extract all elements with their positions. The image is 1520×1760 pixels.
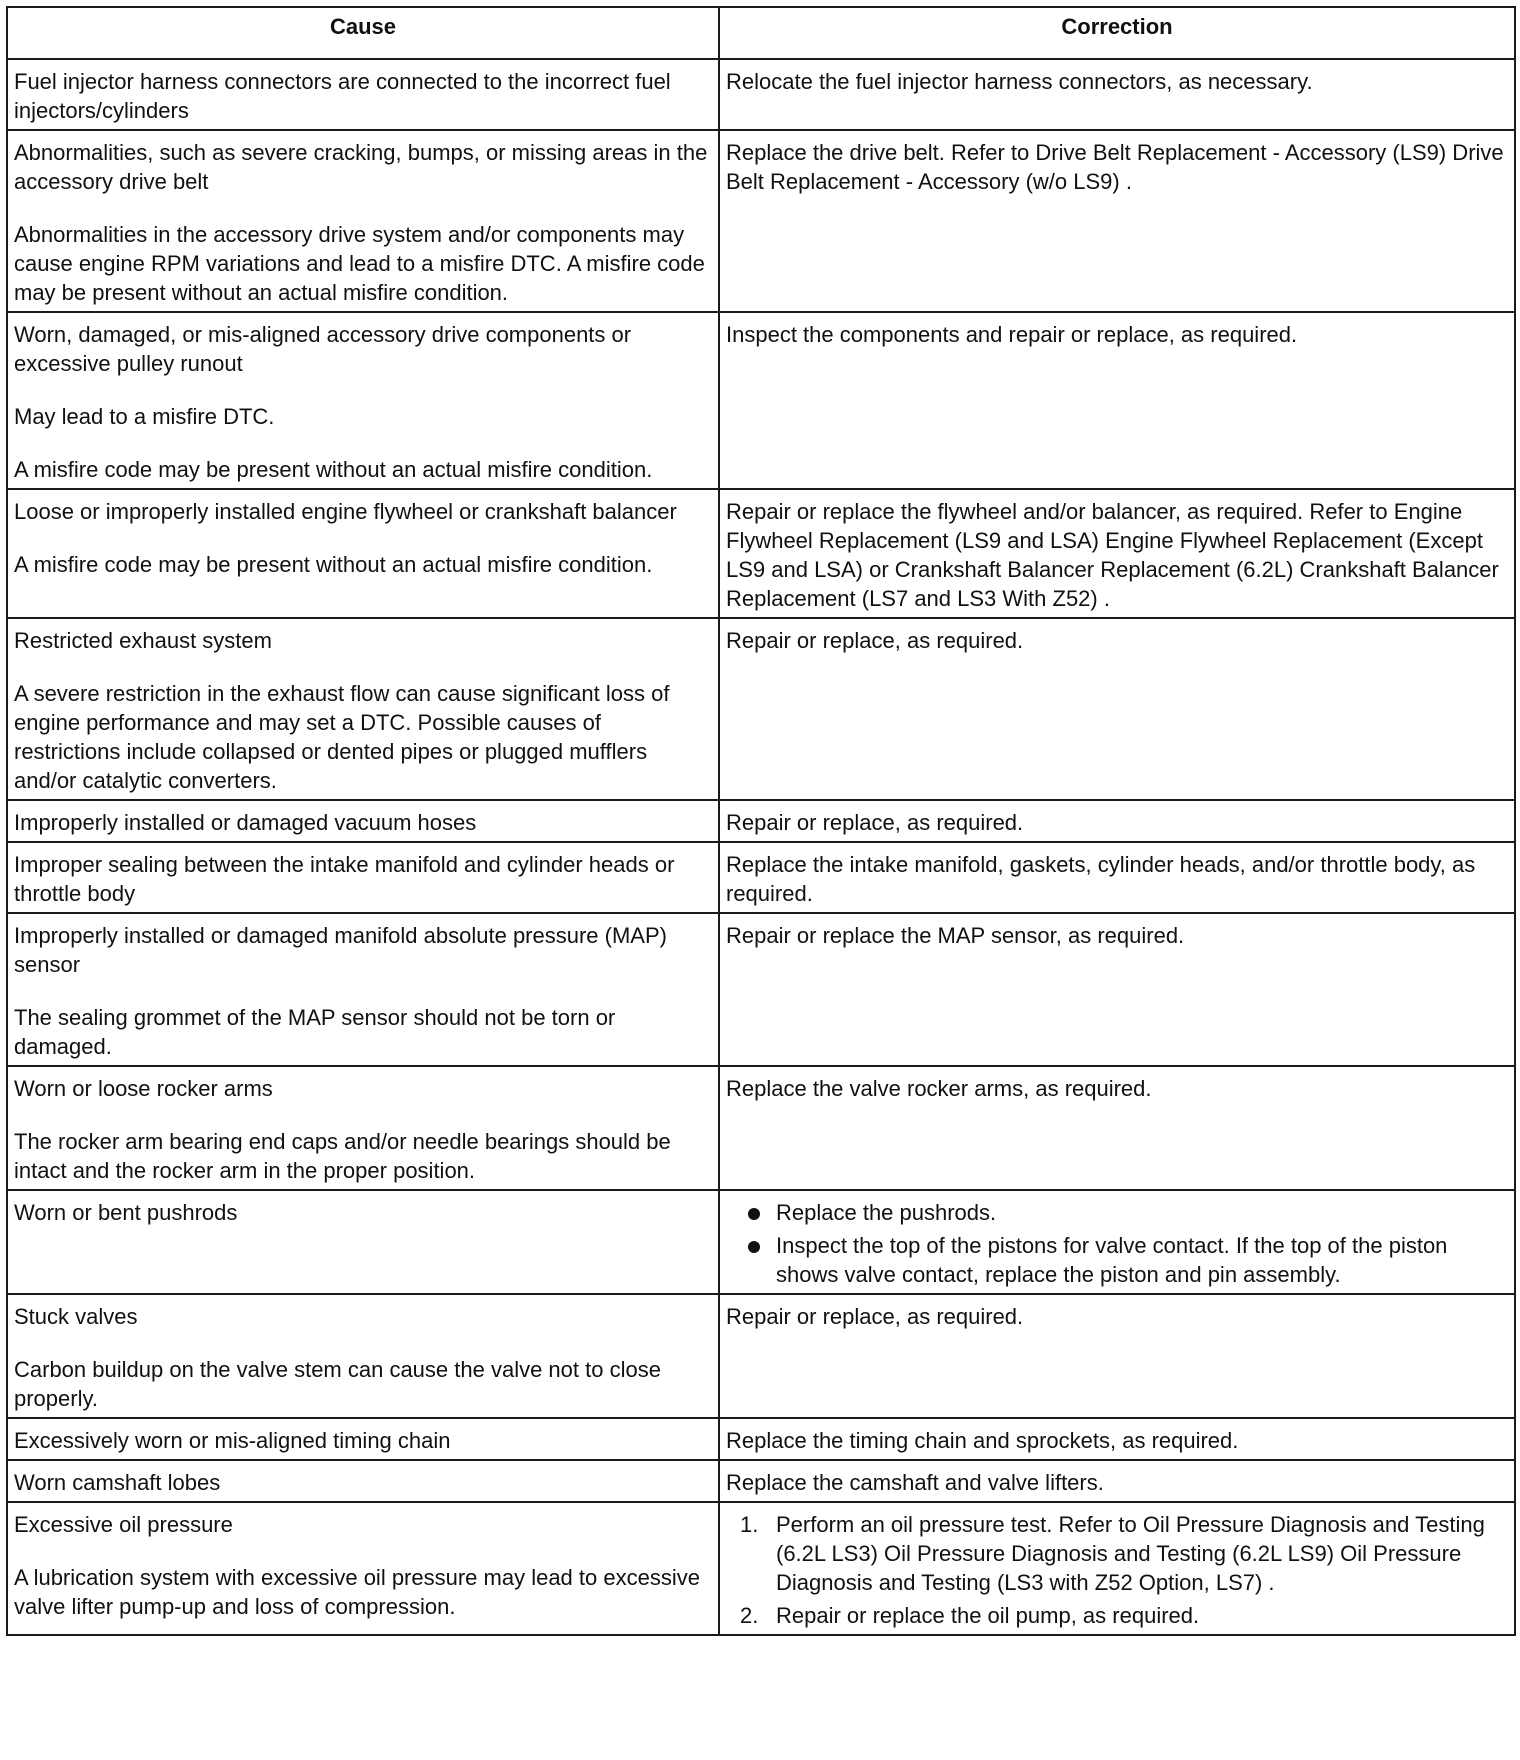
cause-text: Stuck valves [14,1304,138,1329]
cause-cell [7,489,719,618]
table-row [7,1460,1515,1502]
correction-text: Relocate the fuel injector harness connectors, as necessary. [726,69,1313,94]
correction-text: Repair or replace, as required. [726,628,1024,653]
cause-text: Worn or loose rocker arms [14,1076,273,1101]
table-row [7,130,1515,312]
correction-bullet-list [726,1198,1508,1289]
cause-cell [7,913,719,1066]
cause-note: Carbon buildup on the valve stem can cause the valve not to close properly. [14,1357,661,1411]
table-row [7,489,1515,618]
table-row [7,800,1515,842]
correction-text: Repair or replace, as required. [726,810,1024,835]
correction-text: Repair or replace, as required. [726,1304,1024,1329]
cause-cell [7,1066,719,1190]
correction-text: Replace the intake manifold, gaskets, cylinder heads, and/or throttle body, as required. [726,852,1476,906]
correction-cell [719,800,1515,842]
cause-cell [7,59,719,130]
correction-cell [719,913,1515,1066]
correction-cell [719,1502,1515,1635]
cause-cell [7,130,719,312]
bullet-text: Inspect the top of the pistons for valve contact. If the top of the piston shows valve contact, replace the piston and pin assembly. [776,1233,1448,1287]
table-row [7,59,1515,130]
header-correction: Correction [719,7,1515,59]
cause-text: Abnormalities, such as severe cracking, bumps, or missing areas in the accessory drive belt [14,140,708,194]
document-page [6,6,1514,1636]
cause-cell [7,1502,719,1635]
bullet-dot-icon [748,1208,760,1220]
cause-note: A misfire code may be present without an actual misfire condition. [14,552,653,577]
cause-text: Improperly installed or damaged vacuum hoses [14,810,477,835]
correction-cell [719,59,1515,130]
step-number: 2. [740,1603,759,1628]
cause-text: Worn camshaft lobes [14,1470,221,1495]
correction-text: Inspect the components and repair or replace, as required. [726,322,1298,347]
cause-text: Worn, damaged, or mis-aligned accessory drive components or excessive pulley runout [14,322,632,376]
cause-note: May lead to a misfire DTC. [14,404,275,429]
correction-cell [719,1418,1515,1460]
step-text: Perform an oil pressure test. Refer to Oil Pressure Diagnosis and Testing (6.2L LS3) Oil Pressure Diagnosis and Testing (6.2L LS9) Oil Pressure Diagnosis and Testing (LS3 with Z52 Option, LS7) . [776,1512,1485,1595]
bullet-dot-icon [748,1241,760,1253]
table-header-row [7,7,1515,59]
correction-cell [719,1066,1515,1190]
list-item [726,1231,1508,1289]
list-item [726,1601,1508,1630]
cause-note: A misfire code may be present without an actual misfire condition. [14,457,653,482]
list-item [726,1198,1508,1227]
table-row [7,913,1515,1066]
correction-cell [719,1460,1515,1502]
header-cause: Cause [7,7,719,59]
cause-cell [7,842,719,913]
cause-note: Abnormalities in the accessory drive system and/or components may cause engine RPM variations and lead to a misfire DTC. A misfire code may be present without an actual misfire condition. [14,222,705,305]
cause-cell [7,1294,719,1418]
table-row [7,618,1515,800]
correction-text: Replace the drive belt. Refer to Drive Belt Replacement - Accessory (LS9) Drive Belt Replacement - Accessory (w/o LS9) . [726,140,1504,194]
correction-cell [719,1294,1515,1418]
cause-text: Fuel injector harness connectors are connected to the incorrect fuel injectors/cylinders [14,69,671,123]
correction-text: Replace the timing chain and sprockets, as required. [726,1428,1239,1453]
cause-text: Worn or bent pushrods [14,1200,238,1225]
cause-text: Improper sealing between the intake manifold and cylinder heads or throttle body [14,852,675,906]
correction-cell [719,489,1515,618]
table-row [7,1418,1515,1460]
step-number: 1. [740,1512,759,1537]
cause-cell [7,800,719,842]
cause-cell [7,312,719,489]
cause-correction-table [6,6,1516,1636]
cause-text: Excessive oil pressure [14,1512,233,1537]
cause-text: Improperly installed or damaged manifold absolute pressure (MAP) sensor [14,923,667,977]
cause-note: A severe restriction in the exhaust flow can cause significant loss of engine performance and may set a DTC. Possible causes of restrictions include collapsed or dented pipes or plugged mufflers and/or catalytic converters. [14,681,670,793]
cause-cell [7,618,719,800]
bullet-text: Replace the pushrods. [776,1200,997,1225]
correction-cell [719,618,1515,800]
step-text: Repair or replace the oil pump, as required. [776,1603,1200,1628]
table-row [7,1294,1515,1418]
list-item [726,1510,1508,1597]
cause-text: Excessively worn or mis-aligned timing chain [14,1428,451,1453]
cause-note: The rocker arm bearing end caps and/or needle bearings should be intact and the rocker arm in the proper position. [14,1129,671,1183]
table-row [7,1190,1515,1294]
table-row [7,1066,1515,1190]
table-row [7,312,1515,489]
cause-note: A lubrication system with excessive oil pressure may lead to excessive valve lifter pump-up and loss of compression. [14,1565,700,1619]
table-row [7,1502,1515,1635]
correction-text: Repair or replace the MAP sensor, as required. [726,923,1185,948]
correction-text: Replace the camshaft and valve lifters. [726,1470,1104,1495]
correction-cell [719,312,1515,489]
cause-cell [7,1418,719,1460]
correction-text: Replace the valve rocker arms, as required. [726,1076,1152,1101]
cause-cell [7,1460,719,1502]
correction-text: Repair or replace the flywheel and/or balancer, as required. Refer to Engine Flywheel Replacement (LS9 and LSA) Engine Flywheel Replacement (Except LS9 and LSA) or Crankshaft Balancer Replacement (6.2L) Crankshaft Balancer Replacement (LS7 and LS3 With Z52) . [726,499,1499,611]
correction-cell [719,1190,1515,1294]
correction-cell [719,130,1515,312]
table-row [7,842,1515,913]
cause-text: Restricted exhaust system [14,628,272,653]
cause-note: The sealing grommet of the MAP sensor should not be torn or damaged. [14,1005,616,1059]
correction-step-list [726,1510,1508,1630]
correction-cell [719,842,1515,913]
cause-text: Loose or improperly installed engine flywheel or crankshaft balancer [14,499,677,524]
cause-cell [7,1190,719,1294]
